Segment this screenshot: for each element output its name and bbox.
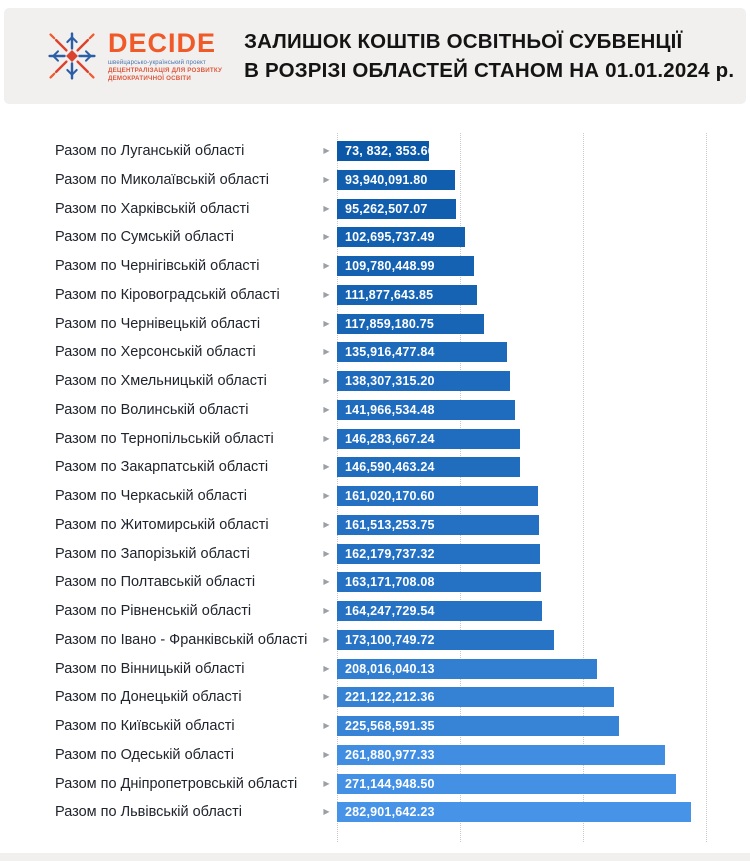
row-label: Разом по Чернівецькій області — [55, 315, 261, 332]
value-bar — [337, 457, 520, 477]
bar-value-label: 161,020,170.60 — [345, 489, 435, 503]
value-bar — [337, 745, 665, 765]
bar-value-label: 109,780,448.99 — [345, 259, 435, 273]
footer-strip — [0, 853, 750, 861]
bar-value-label: 93,940,091.80 — [345, 172, 428, 187]
row-label: Разом по Одеській області — [55, 746, 234, 763]
value-bar — [337, 630, 554, 650]
bar-value-label: 102,695,737.49 — [345, 230, 435, 245]
row-label: Разом по Житомирській області — [55, 516, 269, 533]
value-bar — [337, 256, 474, 276]
bar-value-label: 146,283,667.24 — [345, 431, 435, 446]
value-bar — [337, 429, 520, 449]
title-line-1: ЗАЛИШОК КОШТІВ ОСВІТНЬОЇ СУБВЕНЦІЇ — [244, 30, 683, 53]
row-label: Разом по Херсонській області — [55, 344, 256, 361]
brand-name: DECIDE — [108, 28, 217, 58]
value-bar — [337, 486, 538, 506]
row-marker-play-icon: ▶ — [323, 146, 330, 155]
row-marker-play-icon: ▶ — [323, 778, 330, 788]
value-bar — [337, 687, 614, 707]
row-label: Разом по Рівненській області — [55, 603, 252, 619]
row-marker-play-icon: ▶ — [323, 289, 330, 299]
bar-value-label: 225,568,591.35 — [345, 719, 435, 733]
row-marker-play-icon: ▶ — [323, 606, 330, 615]
row-marker-play-icon: ▶ — [323, 577, 330, 587]
logo-tagline-2: ДЕЦЕНТРАЛІЗАЦІЯ ДЛЯ РОЗВИТКУ — [108, 67, 223, 74]
bar-value-label: 162,179,737.32 — [345, 546, 435, 561]
row-marker-play-icon: ▶ — [323, 318, 330, 328]
bar-value-label: 111,877,643.85 — [345, 287, 434, 302]
row-marker-play-icon: ▶ — [323, 174, 330, 184]
bar-value-label: 161,513,253.75 — [345, 517, 435, 532]
value-bar — [337, 572, 541, 592]
value-bar — [337, 141, 435, 161]
row-label: Разом по Чернігівській області — [55, 258, 260, 274]
row-label: Разом по Полтавській області — [55, 574, 256, 591]
row-label: Разом по Запорізькій області — [55, 545, 250, 562]
row-marker-play-icon: ▶ — [323, 491, 330, 500]
value-bar — [337, 716, 619, 736]
row-label: Разом по Львівській області — [55, 804, 242, 821]
value-bar — [337, 371, 510, 391]
row-label: Разом по Івано - Франківській області — [55, 631, 308, 648]
row-label: Разом по Харківській області — [55, 200, 250, 217]
value-bar — [337, 659, 597, 679]
value-bar — [337, 544, 540, 564]
row-marker-play-icon: ▶ — [323, 807, 330, 817]
title-line-2: В РОЗРІЗІ ОБЛАСТЕЙ СТАНОМ НА 01.01.2024 р. — [244, 59, 735, 82]
bar-value-label: 261,880,977.33 — [345, 747, 435, 762]
value-bar — [337, 515, 539, 535]
row-marker-play-icon: ▶ — [323, 634, 330, 644]
bar-value-label: 221,122,212.36 — [345, 690, 435, 705]
row-marker-play-icon: ▶ — [323, 548, 330, 558]
value-bar — [337, 199, 456, 219]
row-marker-play-icon: ▶ — [323, 376, 330, 385]
value-bar — [337, 227, 465, 247]
bar-value-label: 73, 832, 353.66 — [345, 144, 435, 158]
value-bar — [337, 802, 691, 822]
value-bar — [337, 170, 455, 190]
bar-value-label: 282,901,642.23 — [345, 805, 435, 820]
row-marker-play-icon: ▶ — [323, 232, 330, 242]
bar-value-label: 95,262,507.07 — [345, 201, 428, 216]
row-marker-play-icon: ▶ — [323, 721, 330, 730]
row-label: Разом по Хмельницькій області — [55, 373, 267, 389]
row-label: Разом по Миколаївській області — [55, 171, 269, 188]
row-label: Разом по Київській області — [55, 718, 235, 734]
row-marker-play-icon: ▶ — [323, 749, 330, 759]
row-label: Разом по Донецькій області — [55, 689, 242, 706]
bar-value-label: 163,171,708.08 — [345, 575, 435, 590]
row-marker-play-icon: ▶ — [323, 433, 330, 443]
value-bar — [337, 601, 542, 621]
row-marker-play-icon: ▶ — [323, 404, 330, 414]
logo-tagline-1: швейцарсько-український проект — [108, 60, 206, 66]
value-bar — [337, 400, 515, 420]
row-marker-play-icon: ▶ — [323, 519, 330, 529]
row-label: Разом по Луганській області — [55, 143, 245, 159]
row-label: Разом по Вінницькій області — [55, 660, 245, 677]
row-marker-play-icon: ▶ — [323, 261, 330, 270]
row-marker-play-icon: ▶ — [323, 692, 330, 702]
bar-value-label: 117,859,180.75 — [345, 316, 434, 331]
bar-value-label: 146,590,463.24 — [345, 460, 435, 475]
row-label: Разом по Волинській області — [55, 401, 249, 418]
value-bar — [337, 342, 507, 362]
value-bar — [337, 774, 676, 794]
value-bar — [337, 314, 484, 334]
bar-value-label: 164,247,729.54 — [345, 604, 435, 618]
row-label: Разом по Кіровоградській області — [55, 286, 280, 303]
row-label: Разом по Черкаській області — [55, 488, 247, 504]
row-marker-play-icon: ▶ — [323, 347, 330, 357]
bar-value-label: 138,307,315.20 — [345, 374, 435, 388]
bar-value-label: 271,144,948.50 — [345, 776, 435, 791]
row-marker-play-icon: ▶ — [323, 462, 330, 472]
bar-value-label: 208,016,040.13 — [345, 661, 435, 676]
logo-tagline-3: ДЕМОКРАТИЧНОЇ ОСВІТИ — [108, 75, 191, 82]
bar-value-label: 141,966,534.48 — [345, 402, 435, 417]
row-label: Разом по Тернопільській області — [55, 430, 274, 447]
row-label: Разом по Сумській області — [55, 229, 234, 246]
row-marker-play-icon: ▶ — [323, 203, 330, 213]
value-bar — [337, 285, 477, 305]
vertical-gridline — [706, 133, 707, 842]
bar-value-label: 173,100,749.72 — [345, 632, 435, 647]
row-label: Разом по Дніпропетровській області — [55, 775, 298, 792]
row-marker-play-icon: ▶ — [323, 663, 330, 673]
bar-value-label: 135,916,477.84 — [345, 345, 435, 360]
row-label: Разом по Закарпатській області — [55, 459, 269, 476]
